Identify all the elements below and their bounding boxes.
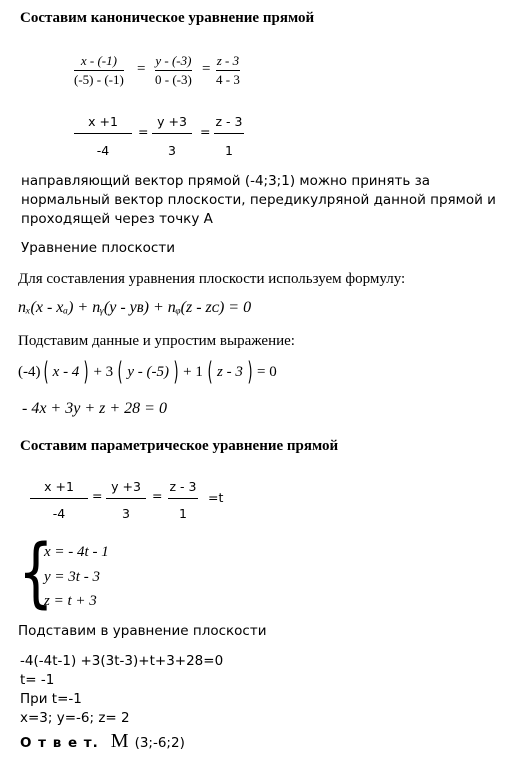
- fraction-denominator: 1: [225, 142, 233, 158]
- term: x - 4: [52, 363, 80, 380]
- fraction-y: [152, 115, 192, 158]
- plane-heading: Уравнение плоскости: [21, 240, 175, 256]
- substitution-intro: Подставим данные и упростим выражение:: [18, 333, 295, 349]
- curly-brace: {: [18, 529, 54, 617]
- fraction-denominator: 4 - 3: [216, 72, 240, 88]
- equals-sign: =: [200, 124, 211, 139]
- equals-t: =t: [208, 490, 224, 505]
- coefficient: + 1: [183, 363, 203, 380]
- fraction-x: [74, 54, 124, 88]
- equals-sign: =: [92, 488, 103, 503]
- right-paren: ): [83, 357, 89, 387]
- fraction-y: [155, 54, 192, 88]
- fraction-z: [168, 480, 198, 521]
- heading-canonical: Составим каноническое уравнение прямой: [20, 10, 315, 26]
- equals-sign: =: [137, 61, 146, 77]
- fraction-denominator: 1: [179, 505, 187, 521]
- fraction-numerator: z - 3: [215, 114, 243, 129]
- fraction-denominator: 3: [168, 142, 176, 158]
- fraction-bar: [155, 70, 192, 71]
- fraction-bar: [214, 133, 244, 134]
- plane-formula: nₓ(x - xₐ) + nᵧ(y - yʙ) + nᵩ(z - zᴄ) = 0: [18, 299, 252, 316]
- fraction-bar: [152, 133, 192, 134]
- fraction-denominator: -4: [96, 142, 110, 158]
- paragraph-line-1: направляющий вектор прямой (-4;3;1) можно принять за: [21, 173, 431, 189]
- substituted-expression: [18, 359, 277, 385]
- fraction-denominator: 0 - (-3): [155, 72, 192, 88]
- left-paren: (: [207, 357, 213, 387]
- equals-zero: = 0: [257, 363, 277, 380]
- fraction-x: [74, 115, 132, 158]
- system-line-z: z = t + 3: [44, 593, 97, 609]
- fraction-denominator: (-5) - (-1): [74, 72, 124, 88]
- fraction-numerator: x +1: [88, 114, 118, 129]
- fraction-bar: [74, 70, 124, 71]
- calc-line-2: t= -1: [20, 672, 55, 688]
- calc-line-4: x=3; y=-6; z= 2: [20, 710, 130, 726]
- fraction-bar: [30, 498, 88, 499]
- fraction-numerator: x - (-1): [80, 53, 117, 68]
- coefficient: + 3: [93, 363, 114, 380]
- answer-coords: (3;-6;2): [134, 735, 185, 751]
- equals-sign: =: [202, 61, 211, 77]
- equals-sign: =: [138, 124, 149, 139]
- fraction-numerator: y +3: [111, 479, 141, 494]
- fraction-z: [214, 115, 244, 158]
- paragraph-line-2: нормальный вектор плоскости, передикулряной данной прямой и: [21, 192, 496, 208]
- fraction-denominator: -4: [52, 505, 66, 521]
- heading-parametric: Составим параметрическое уравнение прямой: [20, 438, 339, 454]
- system-line-y: y = 3t - 3: [44, 569, 100, 585]
- fraction-z: [216, 54, 240, 88]
- left-paren: (: [117, 357, 123, 387]
- fraction-bar: [216, 70, 240, 71]
- fraction-numerator: y - (-3): [155, 53, 192, 68]
- calc-line-1: -4(-4t-1) +3(3t-3)+t+3+28=0: [20, 653, 224, 669]
- equals-sign: =: [152, 488, 163, 503]
- system-line-x: x = - 4t - 1: [44, 544, 109, 560]
- fraction-bar: [168, 498, 198, 499]
- right-paren: ): [247, 357, 253, 387]
- paragraph-line-3: проходящей через точку А: [21, 211, 213, 227]
- formula-intro: Для составления уравнения плоскости используем формулу:: [18, 271, 406, 287]
- fraction-bar: [74, 133, 132, 134]
- left-paren: (: [43, 357, 49, 387]
- answer: [20, 730, 185, 753]
- substitution-intro-2: Подставим в уравнение плоскости: [18, 623, 267, 639]
- fraction-numerator: z - 3: [216, 53, 240, 68]
- coefficient: (-4): [18, 363, 41, 380]
- fraction-denominator: 3: [122, 505, 130, 521]
- term: z - 3: [217, 363, 243, 380]
- calc-line-3: При t=-1: [20, 691, 82, 707]
- term: y - (-5): [127, 363, 169, 380]
- right-paren: ): [173, 357, 179, 387]
- fraction-numerator: x +1: [44, 479, 74, 494]
- fraction-bar: [106, 498, 146, 499]
- fraction-y: [106, 480, 146, 521]
- simplified-plane-equation: - 4x + 3y + z + 28 = 0: [22, 400, 167, 417]
- fraction-x: [30, 480, 88, 521]
- answer-point: M: [110, 730, 129, 752]
- fraction-numerator: y +3: [157, 114, 187, 129]
- answer-label: О т в е т.: [20, 735, 99, 751]
- fraction-numerator: z - 3: [169, 479, 197, 494]
